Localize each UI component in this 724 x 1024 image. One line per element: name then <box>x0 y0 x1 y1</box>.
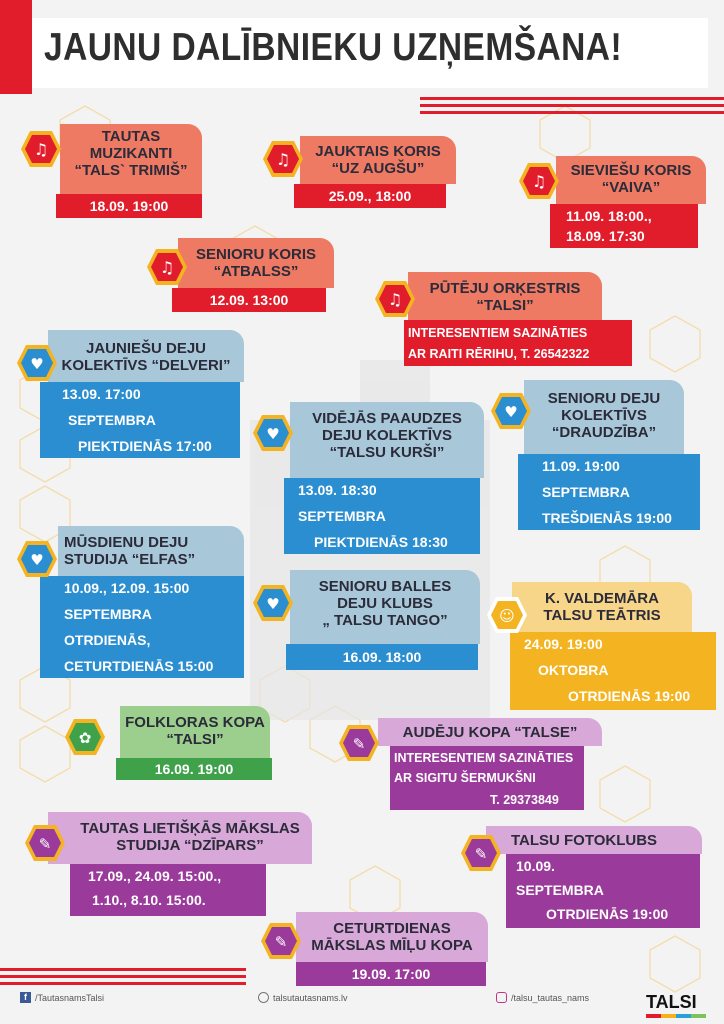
instagram-icon <box>496 992 507 1003</box>
card-title: SENIORU DEJU KOLEKTĪVS “DRAUDZĪBA” <box>547 390 661 441</box>
svg-text:✎: ✎ <box>474 845 488 863</box>
dancers-icon <box>490 392 532 430</box>
footer-facebook[interactable] <box>20 992 104 1003</box>
talsi-logo: TALSI <box>646 992 697 1012</box>
red-accent-bar <box>0 0 32 94</box>
card-info: 10.09. SEPTEMBRA OTRDIENĀS 19:00 <box>506 854 700 928</box>
instagram-handle: /talsu_tautas_nams <box>511 992 590 1003</box>
music-notes-icon <box>20 130 62 168</box>
bottom-stripe-3 <box>0 982 246 985</box>
globe-icon <box>258 992 269 1003</box>
page-title: JAUNU DALĪBNIEKU UZŅEMŠANA! <box>44 26 623 69</box>
logo-color-bar <box>646 1014 706 1018</box>
card-info: 11.09. 18:00., 18.09. 17:30 <box>550 204 698 248</box>
svg-text:♥: ♥ <box>504 403 518 421</box>
svg-text:♫: ♫ <box>531 172 547 191</box>
card-info: INTERESENTIEM SAZINĀTIES AR SIGITU ŠERMUKŠNI T. 29373849 <box>390 746 584 810</box>
card-info: 16.09. 18:00 <box>286 644 478 670</box>
svg-text:♥: ♥ <box>266 425 280 443</box>
dancers-icon <box>252 584 294 622</box>
card-title: TALSU FOTOKLUBS <box>510 832 658 849</box>
card-info: 11.09. 19:00 SEPTEMBRA TREŠDIENĀS 19:00 <box>518 454 700 530</box>
card-title: SENIORU BALLES DEJU KLUBS „ TALSU TANGO” <box>318 578 452 629</box>
card-info: 13.09. 18:30 SEPTEMBRA PIEKTDIENĀS 18:30 <box>284 478 480 554</box>
website-link: talsutautasnams.lv <box>273 992 348 1003</box>
music-notes-icon <box>146 248 188 286</box>
music-notes-icon <box>374 280 416 318</box>
card-title: MŪSDIENU DEJU STUDIJA “ELFAS” <box>64 534 196 568</box>
footer-website[interactable] <box>258 992 348 1003</box>
card-info: 12.09. 13:00 <box>172 288 326 312</box>
card-title: JAUNIEŠU DEJU KOLEKTĪVS “DELVERI” <box>61 340 231 374</box>
card-title: K. VALDEMĀRA TALSU TEĀTRIS <box>543 590 661 624</box>
svg-text:✎: ✎ <box>352 735 366 753</box>
card-title: TAUTAS LIETIŠĶĀS MĀKSLAS STUDIJA “DZĪPARS” <box>80 820 300 854</box>
card-title: SIEVIEŠU KORIS “VAIVA” <box>570 162 692 196</box>
card-info: INTERESENTIEM SAZINĀTIES AR RAITI RĒRIHU, T. 26542322 <box>404 320 632 366</box>
bottom-stripe-1 <box>0 968 246 971</box>
card-title: SENIORU KORIS “ATBALSS” <box>195 246 316 280</box>
theatre-masks-icon <box>486 596 528 634</box>
card-info: 19.09. 17:00 <box>296 962 486 986</box>
svg-text:♫: ♫ <box>275 150 291 169</box>
card-info: 13.09. 17:00 SEPTEMBRA PIEKTDIENĀS 17:00 <box>40 382 240 458</box>
ornament-icon <box>64 718 106 756</box>
card-title: JAUKTAIS KORIS “UZ AUGŠU” <box>315 143 441 177</box>
card-title: PŪTĒJU ORĶESTRIS “TALSI” <box>429 280 581 314</box>
paint-palette-icon <box>338 724 380 762</box>
card-title: CETURTDIENAS MĀKSLAS MĪĻU KOPA <box>311 920 473 954</box>
svg-text:♫: ♫ <box>33 140 49 159</box>
card-info: 24.09. 19:00 OKTOBRA OTRDIENĀS 19:00 <box>510 632 716 710</box>
svg-text:☺: ☺ <box>499 607 515 625</box>
svg-text:♥: ♥ <box>30 355 44 373</box>
svg-text:♥: ♥ <box>266 595 280 613</box>
music-notes-icon <box>262 140 304 178</box>
card-info: 10.09., 12.09. 15:00 SEPTEMBRA OTRDIENĀS, CETURTDIENĀS 15:00 <box>40 576 244 678</box>
svg-text:♥: ♥ <box>30 551 44 569</box>
card-info: 17.09., 24.09. 15:00., 1.10., 8.10. 15:00. <box>70 864 266 916</box>
card-title: VIDĒJĀS PAAUDZES DEJU KOLEKTĪVS “TALSU KURŠI” <box>312 410 462 461</box>
dancers-icon <box>16 344 58 382</box>
card-info: 18.09. 19:00 <box>56 194 202 218</box>
paint-palette-icon <box>24 824 66 862</box>
top-stripe-2 <box>420 104 724 107</box>
paint-palette-icon <box>460 834 502 872</box>
card-info: 16.09. 19:00 <box>116 758 272 780</box>
top-stripe-1 <box>420 97 724 100</box>
card-info: 25.09., 18:00 <box>294 184 446 208</box>
bottom-stripe-2 <box>0 975 246 978</box>
top-stripe-3 <box>420 111 724 114</box>
card-title: FOLKLORAS KOPA “TALSI” <box>125 714 265 748</box>
card-title: TAUTAS MUZIKANTI “TALS` TRIMIŠ” <box>74 128 188 179</box>
svg-text:✎: ✎ <box>274 933 288 951</box>
paint-palette-icon <box>260 922 302 960</box>
music-notes-icon <box>518 162 560 200</box>
dancers-icon <box>16 540 58 578</box>
svg-text:✿: ✿ <box>78 729 92 747</box>
svg-text:♫: ♫ <box>387 290 403 309</box>
card-title: AUDĒJU KOPA “TALSE” <box>402 724 578 741</box>
facebook-handle: /TautasnamsTalsi <box>35 992 105 1003</box>
svg-text:♫: ♫ <box>159 258 175 277</box>
dancers-icon <box>252 414 294 452</box>
svg-text:✎: ✎ <box>38 835 52 853</box>
footer-instagram[interactable] <box>496 992 589 1003</box>
facebook-icon: f <box>20 992 31 1003</box>
